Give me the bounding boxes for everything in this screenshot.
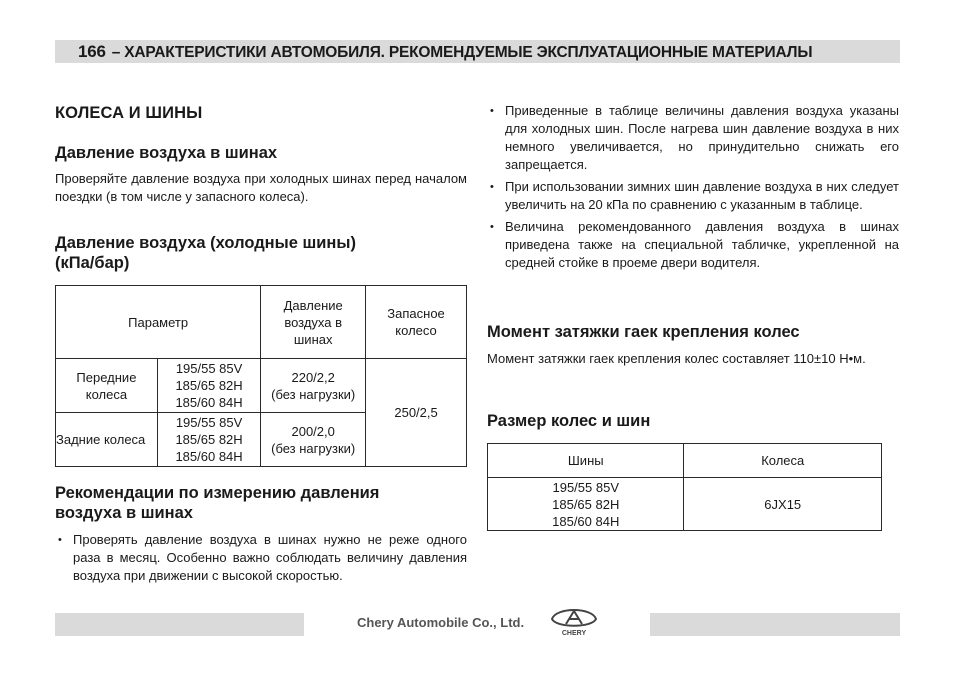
header-pressure-cell: Давление воздуха в шинах xyxy=(261,286,366,359)
footer-bar-left xyxy=(55,613,304,636)
table-row xyxy=(56,359,467,413)
rear-size: 195/55 85V xyxy=(175,415,243,430)
header-param-cell: Параметр xyxy=(56,286,261,359)
tire-sizes-cell xyxy=(488,478,684,531)
rear-size: 185/60 84H xyxy=(175,449,243,464)
pressure-table xyxy=(55,285,467,467)
recommend-heading-line2: воздуха в шинах xyxy=(55,504,193,522)
list-item xyxy=(55,531,467,585)
header-tires-cell: Шины xyxy=(488,444,684,478)
chery-logo-icon xyxy=(548,607,600,637)
list-item xyxy=(487,178,899,214)
list-item-text: При использовании зимних шин давление воздуха в них следует увеличить на 20 кПа по сравнению с указанным в таблице. xyxy=(505,179,899,212)
recommend-list xyxy=(55,531,467,589)
bullet-icon: • xyxy=(490,181,494,193)
pressure-table-heading xyxy=(55,233,356,273)
tire-size: 185/60 84H xyxy=(552,513,620,529)
tire-size: 195/55 85V xyxy=(552,479,619,495)
footer-bar-right xyxy=(650,613,900,636)
front-size: 185/60 84H xyxy=(175,395,243,410)
front-pressure-note: (без нагрузки) xyxy=(271,386,356,402)
pressure-heading: Давление воздуха в шинах xyxy=(55,144,278,162)
wheel-size-cell: 6JX15 xyxy=(684,478,882,531)
logo-text: CHERY xyxy=(561,630,587,637)
list-item xyxy=(487,102,899,174)
pressure-text: Проверяйте давление воздуха при холодных шинах перед началом поездки (в том числе у запасного колеса). xyxy=(55,171,467,204)
front-sizes-cell xyxy=(157,359,260,413)
spare-pressure-cell: 250/2,5 xyxy=(366,359,467,467)
section-title: КОЛЕСА И ШИНЫ xyxy=(55,104,203,122)
pressure-table-heading-line2: (кПа/бар) xyxy=(55,254,130,272)
list-item-text: Проверять давление воздуха в шинах нужно не реже одного раза в месяц. Особенно важно соблюдать величину давления воздуха при движении с высокой скоростью. xyxy=(73,532,467,583)
tire-size: 185/65 82H xyxy=(552,496,620,512)
footer-company: Chery Automobile Co., Ltd. xyxy=(357,615,525,630)
rear-pressure-value: 200/2,0 xyxy=(291,423,335,439)
front-pressure-cell xyxy=(261,359,366,413)
front-size: 185/65 82H xyxy=(175,378,243,393)
bullet-icon: • xyxy=(490,221,494,233)
header-wheels-cell: Колеса xyxy=(684,444,882,478)
table-row xyxy=(488,478,882,531)
rear-sizes-cell xyxy=(157,413,260,467)
rear-pressure-cell xyxy=(261,413,366,467)
page-header-title: – ХАРАКТЕРИСТИКИ АВТОМОБИЛЯ. РЕКОМЕНДУЕМЫЕ ЭКСПЛУАТАЦИОННЫЕ МАТЕРИАЛЫ xyxy=(111,44,813,61)
size-heading: Размер колес и шин xyxy=(487,412,651,430)
list-item-text: Приведенные в таблице величины давления воздуха указаны для холодных шин. После нагрева шин давление воздуха в них немного увеличивается, но принудительно снижать его запрещается. xyxy=(505,103,899,172)
list-item xyxy=(487,218,899,272)
torque-text: Момент затяжки гаек крепления колес составляет 110±10 Н•м. xyxy=(487,351,866,366)
header-spare-cell: Запасное колесо xyxy=(366,286,467,359)
recommend-heading-line1: Рекомендации по измерению давления xyxy=(55,484,380,502)
list-item-text: Величина рекомендованного давления воздуха в шинах приведена также на специальной табличке, укрепленной на средней стойке в проеме двери водителя. xyxy=(505,219,899,270)
front-pressure-value: 220/2,2 xyxy=(291,369,335,385)
front-size: 195/55 85V xyxy=(175,361,243,376)
size-table xyxy=(487,443,882,531)
table-row xyxy=(56,286,467,359)
torque-heading: Момент затяжки гаек крепления колес xyxy=(487,323,800,341)
rear-pressure-note: (без нагрузки) xyxy=(271,440,356,456)
page-number: 166 xyxy=(78,42,106,61)
rear-size: 185/65 82H xyxy=(175,432,243,447)
rear-wheels-label: Задние колеса xyxy=(56,413,158,467)
recommend-heading xyxy=(55,483,379,523)
page-header xyxy=(78,40,812,63)
pressure-table-heading-line1: Давление воздуха (холодные шины) xyxy=(55,234,356,252)
front-wheels-label: Передние колеса xyxy=(56,359,158,413)
notes-list xyxy=(487,102,899,276)
bullet-icon: • xyxy=(490,105,494,117)
table-row xyxy=(488,444,882,478)
bullet-icon: • xyxy=(58,534,62,546)
